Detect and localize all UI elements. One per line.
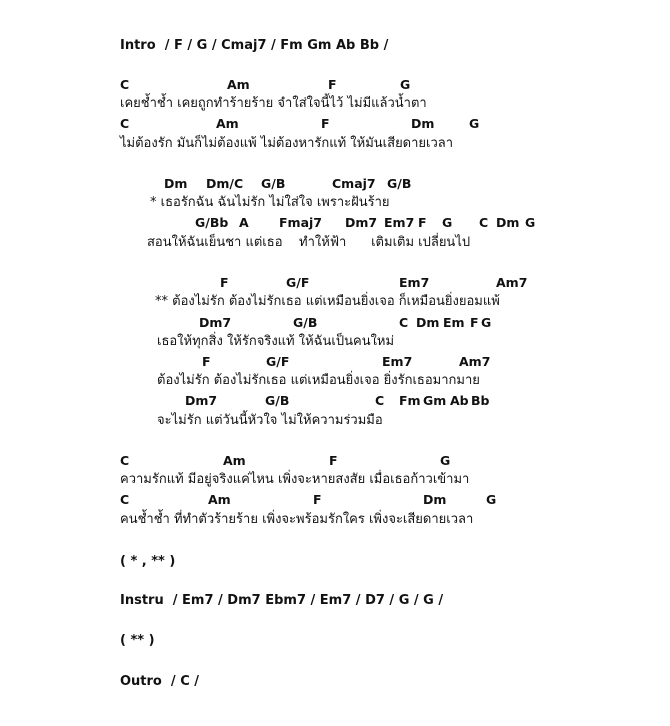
chord-symbol: Em [443,315,465,330]
chord-symbol: C [399,315,409,330]
chord-symbol: Dm [496,215,520,230]
chord-symbol: Am [216,116,239,131]
chord-symbol: C [120,116,130,131]
chord-symbol: G/B [261,176,286,191]
lyric-line: สอนให้ฉันเย็นชา แต่เธอ ทำให้ฟ้า เติมเติม เปลี่ยนไป [147,235,471,250]
chord-symbol: Am7 [459,354,491,369]
chord-symbol: F [329,453,338,468]
chord-symbol: Ab [450,393,469,408]
chord-symbol: G [400,77,411,92]
lyric-line: จะไม่รัก แต่วันนี้หัวใจ ไม่ให้ความร่วมมือ [157,413,383,428]
chord-symbol: F [220,275,229,290]
section-line: ( ** ) [120,633,155,648]
chord-symbol: G/B [265,393,290,408]
section-line: Intro / F / G / Cmaj7 / Fm Gm Ab Bb / [120,38,389,53]
section-line: ( * , ** ) [120,554,176,569]
chord-symbol: Dm [416,315,440,330]
chord-symbol: Dm/C [206,176,244,191]
chord-symbol: F [470,315,479,330]
chord-symbol: C [120,492,130,507]
chord-symbol: C [120,77,130,92]
lyric-line: ความรักแท้ มีอยู่จริงแค่ไหน เพิ่งจะหายสงสัย เมื่อเธอก้าวเข้ามา [120,472,470,487]
chord-symbol: G/B [293,315,318,330]
chord-symbol: Gm [423,393,447,408]
lyric-line: ไม่ต้องรัก มันก็ไม่ต้องแพ้ ไม่ต้องหารักแท้ ให้มันเสียดายเวลา [120,136,454,151]
chord-symbol: F [418,215,427,230]
chord-symbol: F [328,77,337,92]
chord-symbol: G/B [387,176,412,191]
chord-symbol: Am [208,492,231,507]
chord-symbol: Em7 [382,354,413,369]
chord-symbol: F [202,354,211,369]
lyric-line: เคยช้ำช้ำ เคยถูกทำร้ายร้าย จำใส่ใจนี้ไว้ ไม่มีแล้วน้ำตา [120,96,427,111]
chord-symbol: Am [227,77,250,92]
chord-symbol: G/F [286,275,310,290]
lyric-line: ต้องไม่รัก ต้องไม่รักเธอ แต่เหมือนยิ่งเจอ ยิ่งรักเธอมากมาย [157,373,480,388]
chord-symbol: G [486,492,497,507]
lyric-line: คนช้ำช้ำ ที่ทำตัวร้ายร้าย เพิ่งจะพร้อมรักใคร เพิ่งจะเสียดายเวลา [120,512,474,527]
chord-symbol: G/Bb [195,215,229,230]
chord-symbol: Am7 [496,275,528,290]
chord-symbol: Em7 [399,275,430,290]
chord-symbol: Dm [411,116,435,131]
chord-symbol: C [120,453,130,468]
chord-symbol: Am [223,453,246,468]
section-line: Outro / C / [120,674,200,689]
chord-symbol: F [313,492,322,507]
chord-symbol: F [321,116,330,131]
chord-symbol: Em7 [384,215,415,230]
chord-symbol: G [442,215,453,230]
chord-symbol: Fm [399,393,421,408]
chord-symbol: G/F [266,354,290,369]
chord-symbol: Bb [471,393,490,408]
chord-symbol: G [440,453,451,468]
chord-symbol: C [479,215,489,230]
chord-symbol: Dm [164,176,188,191]
chord-symbol: Cmaj7 [332,176,376,191]
chord-symbol: G [525,215,536,230]
chord-symbol: G [481,315,492,330]
chord-symbol: G [469,116,480,131]
chord-symbol: Dm [423,492,447,507]
lyric-line: เธอให้ทุกสิ่ง ให้รักจริงแท้ ให้ฉันเป็นคนใหม่ [157,334,395,349]
lyric-line: ** ต้องไม่รัก ต้องไม่รักเธอ แต่เหมือนยิ่งเจอ ก็เหมือนยิ่งยอมแพ้ [155,294,500,309]
chord-symbol: C [375,393,385,408]
chord-symbol: Dm7 [345,215,378,230]
chord-symbol: Fmaj7 [279,215,322,230]
section-line: Instru / Em7 / Dm7 Ebm7 / Em7 / D7 / G / G / [120,593,444,608]
chord-symbol: A [239,215,249,230]
lyric-line: * เธอรักฉัน ฉันไม่รัก ไม่ใส่ใจ เพราะฝันร้าย [150,195,390,210]
chord-symbol: Dm7 [199,315,232,330]
chord-symbol: Dm7 [185,393,218,408]
